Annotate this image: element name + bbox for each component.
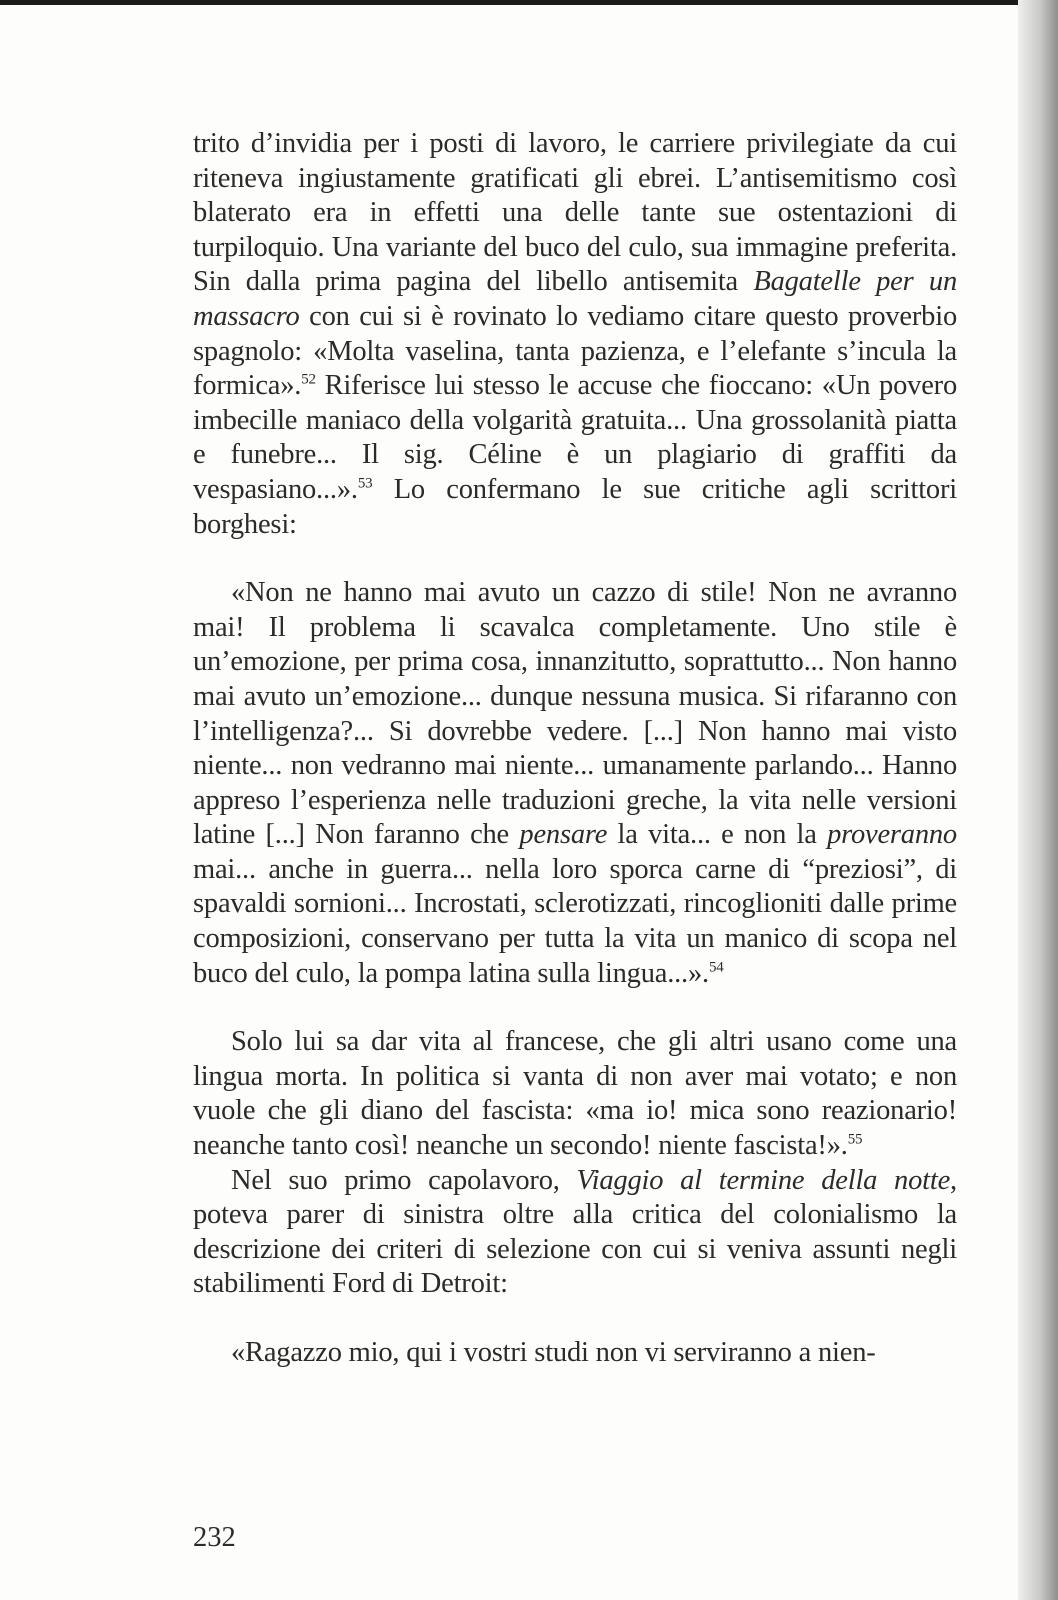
- text-run: Lo confermano le sue critiche agli scrittori borghesi:: [193, 473, 957, 540]
- quote-paragraph-start: [193, 1336, 957, 1371]
- text-run: Solo lui sa dar vita al francese, che gli altri usano come una lingua morta. In politica si vanta di non aver mai votato; e non vuole che gli diano del fascista: «ma io! mica sono reazionario! neanche tanto così! neanche un secondo! niente fascista!».: [193, 1026, 957, 1162]
- footnote-ref: 54: [708, 959, 724, 976]
- book-spine-shadow: [1018, 0, 1058, 1600]
- page-number: 232: [193, 1522, 236, 1553]
- text-run: Nel suo primo capolavoro,: [231, 1164, 577, 1196]
- block-quote-1: [193, 576, 957, 991]
- text-run: «Non ne hanno mai avuto un cazzo di stile! Non ne avranno mai! Il problema li scavalca completamente. Uno stile è un’emozione, per prima cosa, innanzitutto, soprattutto... Non hanno mai avuto un’emozione... dunque nessuna musica. Si rifaranno con l’intelligenza?... Si dovrebbe vedere. [...] Non hanno mai visto niente... non vedranno mai niente... umanamente parlando... Hanno appreso l’esperienza nelle traduzioni greche, la vita nelle versioni latine [...] Non faranno che: [193, 577, 957, 851]
- text-run: trito d’invidia per i posti di lavoro, le carriere privilegiate da cui riteneva ingiustamente gratificati gli ebrei. L’antisemitismo così blaterato era in effetti una delle tante sue ostentazioni di turpiloquio. Una variante del buco del culo, sua immagine preferita. Sin dalla prima pagina del libello antisemita: [193, 128, 957, 298]
- text-run: «Ragazzo mio, qui i vostri studi non vi serviranno a nien-: [231, 1337, 876, 1368]
- block-quote-2: [193, 1336, 957, 1371]
- italic-title: Bagatelle per un massacro: [193, 266, 957, 332]
- text-run: la vita... e non la: [607, 819, 828, 851]
- text-run: Riferisce lui stesso le accuse che fioccano: «Un povero imbecille maniaco della volgarità gratuita... Una grossolanità piatta e funebre... Il sig. Céline è un plagiario di graffiti da vespasiano...».: [193, 370, 957, 505]
- paragraph-3: [193, 1164, 957, 1302]
- italic-title: proveranno: [827, 819, 957, 851]
- footnote-ref: 53: [357, 475, 373, 492]
- text-run: , poteva parer di sinistra oltre alla critica del colonialismo la descrizione dei criteri di selezione con cui si veniva assunti negli stabilimenti Ford di Detroit:: [193, 1164, 957, 1300]
- italic-title: Viaggio al termine della notte: [576, 1164, 951, 1196]
- footnote-ref: 52: [301, 371, 316, 388]
- text-run: mai... anche in guerra... nella loro sporca carne di “preziosi”, di spavaldi sornioni... Incrostati, sclerotizzati, rincoglioniti dalle prime composizioni, conservano per tutta la vita un manico di scopa nel buco del culo, la pompa latina sulla lingua...».: [193, 853, 957, 989]
- quote-paragraph: [193, 576, 957, 991]
- top-page-edge: [0, 0, 1040, 5]
- paragraph-2: [193, 1025, 957, 1163]
- text-run: con cui si è rovinato lo vediamo citare questo proverbio spagnolo: «Molta vaselina, tanta pazienza, e l’elefante s’incula la formica».: [193, 300, 957, 402]
- paragraph-1: [193, 127, 957, 542]
- italic-title: pensare: [519, 819, 608, 851]
- page-body: [193, 127, 957, 1405]
- footnote-ref: 55: [847, 1131, 863, 1148]
